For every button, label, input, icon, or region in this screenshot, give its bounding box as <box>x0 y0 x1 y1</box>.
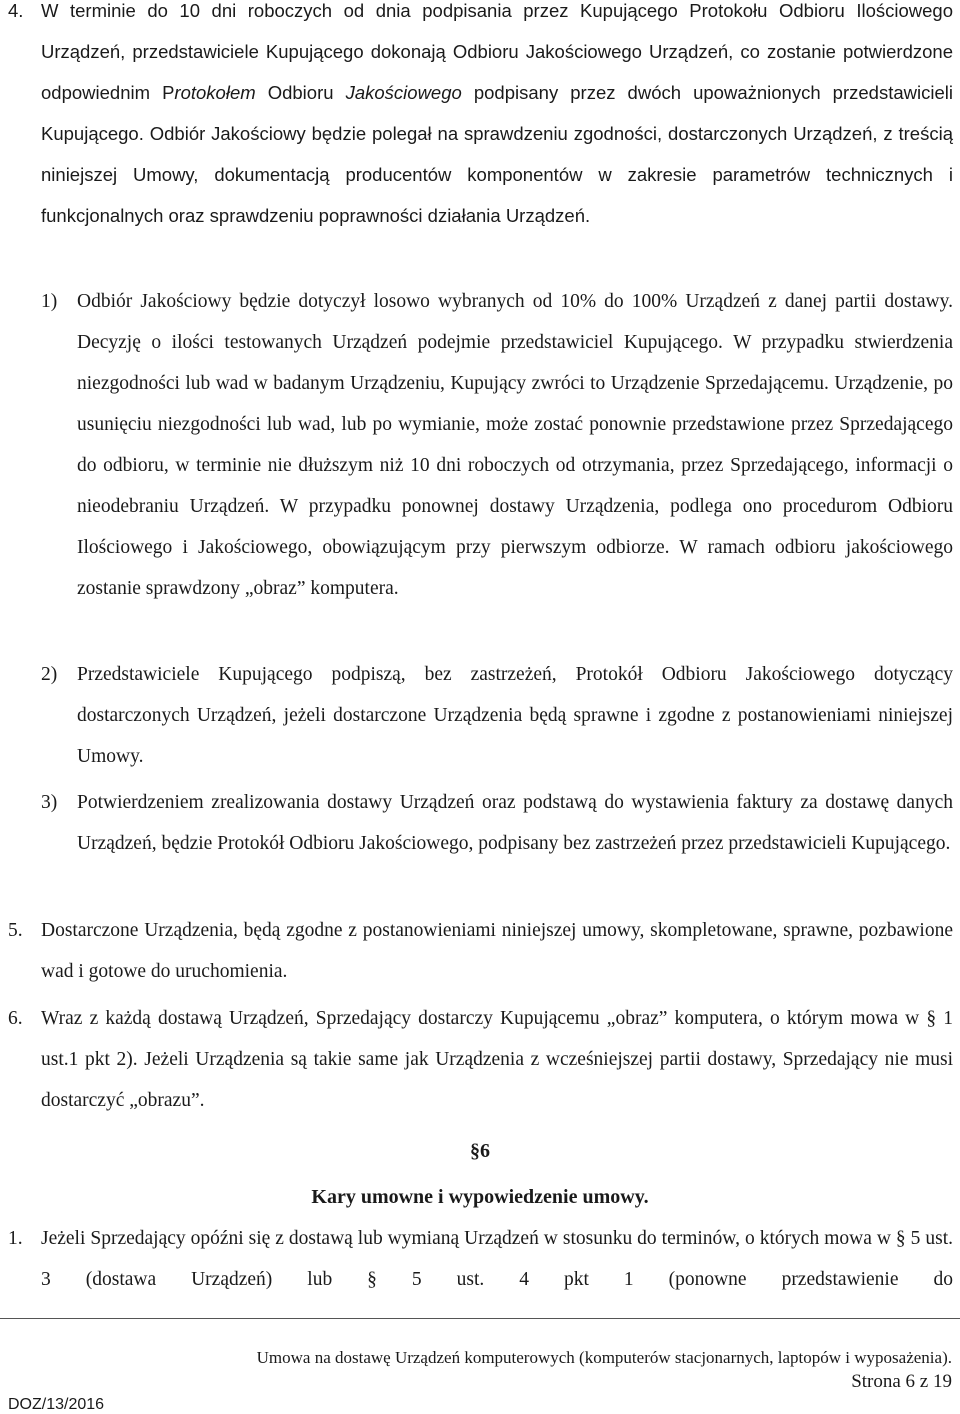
paragraph-subitem-3: Potwierdzeniem zrealizowania dostawy Urządzeń oraz podstawą do wystawienia faktury za dostawę danych Urządzeń, będzie Protokół Odbioru Jakościowego, podpisany bez zastrzeżeń przez przedstawicieli Kupującego. <box>77 792 953 854</box>
paragraph-section6-item-1: Jeżeli Sprzedający opóźni się z dostawą lub wymianą Urządzeń w stosunku do terminów, o których mowa w § 5 ust. 3 (dostawa Urządzeń) lub § 5 ust. 4 pkt 1 (ponowne przedstawienie do <box>41 1228 953 1290</box>
footer-divider <box>0 1318 960 1319</box>
item-number: 1. <box>8 1228 23 1249</box>
item-number: 6. <box>8 1008 23 1029</box>
paragraph-subitem-1: Odbiór Jakościowy będzie dotyczył losowo wybranych od 10% do 100% Urządzeń z danej partii dostawy. Decyzję o ilości testowanych Urządzeń podejmie przedstawiciel Kupującego. W przypadku stwierdzenia niezgodności lub wad w badanym Urządzeniu, Kupujący zwróci to Urządzenie Sprzedającemu. Urządzenie, po usunięciu niezgodności lub wad, lub po wymianie, może zostać ponownie przedstawione przez Sprzedającego do odbioru, w terminie nie dłuższym niż 10 dni roboczych od otrzymania, przez Sprzedającego, informacji o nieodebraniu Urządzeń. W przypadku ponownej dostawy Urządzenia, podlega ono procedurom Odbioru Ilościowego i Jakościowego, obowiązującym przy pierwszym odbiorze. W ramach odbioru jakościowego zostanie sprawdzony „obraz” komputera. <box>77 291 953 599</box>
paragraph-subitem-2: Przedstawiciele Kupującego podpiszą, bez zastrzeżeń, Protokół Odbioru Jakościowego dotyczący dostarczonych Urządzeń, jeżeli dostarczone Urządzenia będą sprawne i zgodne z postanowieniami niniejszej Umowy. <box>77 664 953 767</box>
paragraph-item-5: Dostarczone Urządzenia, będą zgodne z postanowieniami niniejszej umowy, skompletowane, sprawne, pozbawione wad i gotowe do uruchomienia. <box>41 920 953 982</box>
document-id: DOZ/13/2016 <box>8 1396 105 1413</box>
footer-contract-title: Umowa na dostawę Urządzeń komputerowych (komputerów stacjonarnych, laptopów i wyposażenia). <box>256 1348 952 1367</box>
section-title: Kary umowne i wypowiedzenie umowy. <box>311 1186 649 1208</box>
page-number: Strona 6 z 19 <box>851 1371 952 1392</box>
subitem-number: 3) <box>41 792 58 813</box>
section-heading: §6 <box>470 1140 490 1162</box>
paragraph-item-6: Wraz z każdą dostawą Urządzeń, Sprzedający dostarczy Kupującemu „obraz” komputera, o którym mowa w § 1 ust.1 pkt 2). Jeżeli Urządzenia są takie same jak Urządzenia z wcześniejszej partii dostawy, Sprzedający nie musi dostarczyć „obrazu”. <box>41 1008 953 1111</box>
item-number: 4. <box>8 0 24 21</box>
subitem-number: 1) <box>41 291 58 312</box>
paragraph-item-4: W terminie do 10 dni roboczych od dnia podpisania przez Kupującego Protokołu Odbioru Ilościowego Urządzeń, przedstawiciele Kupującego dokonają Odbioru Jakościowego Urządzeń, co zostanie potwierdzone odpowiednim Protokołem Odbioru Jakościowego podpisany przez dwóch upoważnionych przedstawicieli Kupującego. Odbiór Jakościowy będzie polegał na sprawdzeniu zgodności, dostarczonych Urządzeń, z treścią niniejszej Umowy, dokumentacją producentów komponentów w zakresie parametrów technicznych i funkcjonalnych oraz sprawdzeniu poprawności działania Urządzeń. <box>41 0 953 226</box>
item-number: 5. <box>8 920 23 941</box>
subitem-number: 2) <box>41 664 58 685</box>
